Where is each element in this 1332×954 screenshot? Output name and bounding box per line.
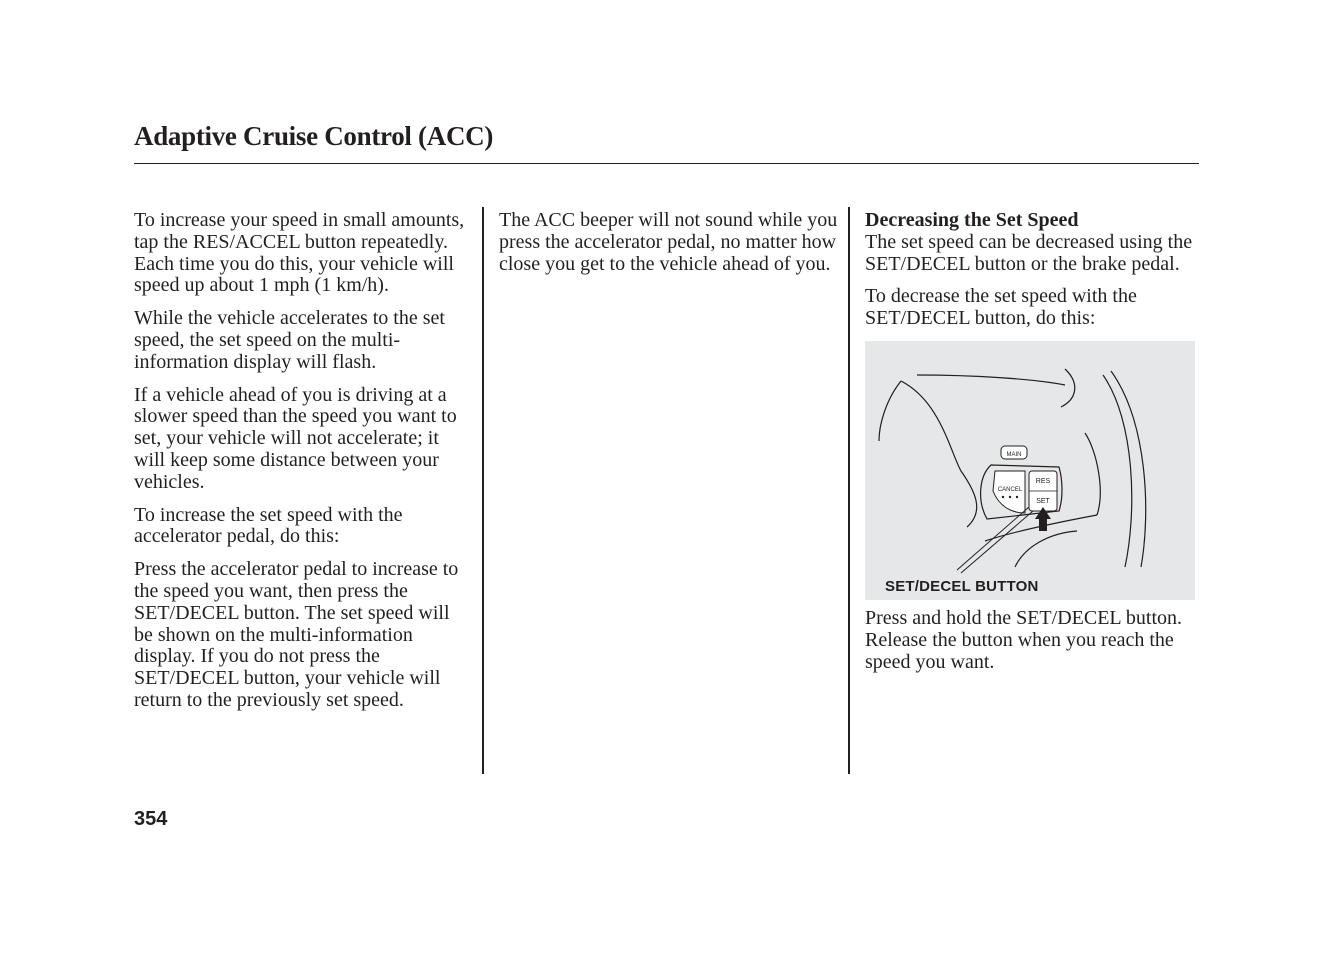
res-button-label: RES — [1035, 477, 1051, 485]
paragraph: While the vehicle accelerates to the set speed, the set speed on the multi-information display will flash. — [134, 307, 445, 373]
paragraph: To increase the set speed with the accelerator pedal, do this: — [134, 503, 403, 548]
paragraph: Press the accelerator pedal to increase to the speed you want, then press the SET/DECEL button. The set speed will be shown on the multi-information display. If you do not press the SET/DECEL button, your vehicle will return to the previously set speed. — [134, 558, 459, 711]
set-button-label: SET — [1036, 497, 1050, 505]
main-button-label: MAIN — [1006, 451, 1022, 458]
column-3 — [865, 210, 1199, 684]
section — [865, 210, 1199, 275]
paragraph: If a vehicle ahead of you is driving at a slower speed than the speed you want to set, your vehicle will not accelerate; it will keep some distance between your vehicles. — [134, 383, 457, 493]
column-1 — [134, 210, 472, 723]
paragraph: To increase your speed in small amounts, tap the RES/ACCEL button repeatedly. Each time you do this, your vehicle will speed up about 1 mph (1 km/h). — [134, 209, 465, 297]
figure-caption: SET/DECEL BUTTON — [885, 577, 1039, 595]
column-divider — [848, 207, 850, 774]
set-decel-figure — [865, 341, 1195, 600]
column-2 — [499, 210, 839, 286]
title-rule — [134, 163, 1199, 164]
steering-wheel-illustration — [865, 341, 1195, 600]
column-divider — [482, 207, 484, 774]
page-title: Adaptive Cruise Control (ACC) — [134, 121, 494, 151]
section-heading: Decreasing the Set Speed — [865, 209, 1079, 231]
cancel-button-label: CANCEL — [997, 486, 1023, 493]
page-number: 354 — [134, 808, 168, 830]
paragraph: Press and hold the SET/DECEL button. Release the button when you reach the speed you want. — [865, 606, 1183, 673]
paragraph: The set speed can be decreased using the SET/DECEL button or the brake pedal. — [865, 230, 1193, 275]
paragraph: To decrease the set speed with the SET/DECEL button, do this: — [865, 285, 1137, 330]
paragraph: The ACC beeper will not sound while you press the accelerator pedal, no matter how close you get to the vehicle ahead of you. — [499, 209, 838, 275]
